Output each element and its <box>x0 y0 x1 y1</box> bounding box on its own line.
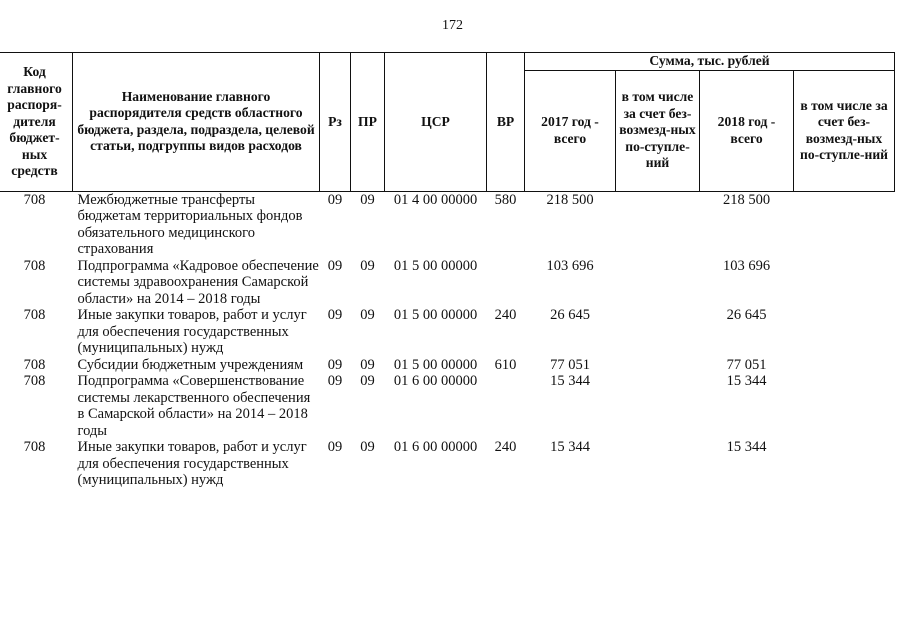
cell-name: Подпрограмма «Совершенствование системы лекарственного обеспечения в Самарской области» на 2014 – 2018 годы <box>77 373 311 439</box>
cell-rz: 09 <box>327 373 343 389</box>
cell-rz: 09 <box>327 356 343 373</box>
header-csr: ЦСР <box>385 53 487 192</box>
table-row <box>0 373 895 439</box>
cell-csr: 01 6 00 00000 <box>393 439 478 455</box>
cell-2017-bezvozmezdnye <box>616 373 700 439</box>
cell-2018-bezvozmezdnye <box>794 258 895 308</box>
cell-2018-total: 218 500 <box>722 191 771 208</box>
cell-2018-bezvozmezdnye <box>794 191 895 258</box>
cell-kod: 708 <box>23 307 46 323</box>
cell-2018-bezvozmezdnye <box>794 373 895 439</box>
cell-2017-total: 77 051 <box>550 356 590 373</box>
header-2017-bezvozmezdnye: в том числе за счет без-возмезд-ных по-ступле-ний <box>616 70 700 191</box>
cell-2018-total: 15 344 <box>726 439 767 455</box>
table-row <box>0 439 895 489</box>
table-row <box>0 258 895 308</box>
cell-vr: 240 <box>494 439 517 455</box>
cell-vr: 610 <box>494 356 517 373</box>
table-header <box>0 53 895 192</box>
cell-2018-total: 103 696 <box>722 257 771 274</box>
cell-rz: 09 <box>327 307 343 323</box>
header-2017-total: 2017 год - всего <box>525 70 616 191</box>
cell-csr: 01 5 00 00000 <box>393 356 478 373</box>
cell-2018-bezvozmezdnye <box>794 357 895 374</box>
cell-2018-bezvozmezdnye <box>794 439 895 489</box>
cell-2017-total: 15 344 <box>550 373 590 389</box>
cell-csr: 01 5 00 00000 <box>393 257 478 274</box>
cell-2017-total: 15 344 <box>550 439 590 455</box>
cell-csr: 01 5 00 00000 <box>393 307 478 323</box>
cell-kod: 708 <box>23 356 46 373</box>
header-kod: Код главного распоря-дителя бюджет-ных средств <box>0 53 73 192</box>
cell-rz: 09 <box>327 439 343 455</box>
cell-vr <box>487 373 525 439</box>
cell-name: Иные закупки товаров, работ и услуг для обеспечения государственных (муниципальных) нужд <box>77 307 307 356</box>
table-body <box>0 191 895 489</box>
header-vr: ВР <box>487 53 525 192</box>
cell-2017-total: 218 500 <box>546 191 594 208</box>
header-sum: Сумма, тыс. рублей <box>525 53 895 71</box>
cell-rz: 09 <box>327 257 343 274</box>
cell-pr: 09 <box>360 439 375 455</box>
cell-2017-bezvozmezdnye <box>616 357 700 374</box>
cell-rz: 09 <box>327 191 343 208</box>
cell-kod: 708 <box>23 257 46 274</box>
cell-kod: 708 <box>23 191 46 208</box>
cell-2018-total: 15 344 <box>726 373 767 389</box>
cell-name: Иные закупки товаров, работ и услуг для обеспечения государственных (муниципальных) нужд <box>77 439 307 488</box>
table-row <box>0 357 895 374</box>
cell-name: Субсидии бюджетным учреждениям <box>77 356 304 373</box>
cell-pr: 09 <box>360 373 375 389</box>
cell-pr: 09 <box>360 307 375 323</box>
cell-vr: 240 <box>494 307 517 323</box>
cell-2017-bezvozmezdnye <box>616 307 700 357</box>
cell-kod: 708 <box>23 373 46 389</box>
cell-2018-total: 26 645 <box>726 307 767 323</box>
cell-2018-bezvozmezdnye <box>794 307 895 357</box>
page-number: 172 <box>442 18 463 33</box>
header-name: Наименование главного распорядителя средств областного бюджета, раздела, подраздела, целевой статьи, подгруппы видов расходов <box>73 53 320 192</box>
cell-2017-total: 103 696 <box>546 257 594 274</box>
header-rz: Рз <box>320 53 351 192</box>
table-row <box>0 307 895 357</box>
cell-csr: 01 4 00 00000 <box>393 191 478 208</box>
header-2018-total: 2018 год - всего <box>700 70 794 191</box>
cell-2017-bezvozmezdnye <box>616 191 700 258</box>
table-row <box>0 191 895 258</box>
cell-pr: 09 <box>360 191 375 208</box>
header-2018-bezvozmezdnye: в том числе за счет без-возмезд-ных по-ступле-ний <box>794 70 895 191</box>
cell-vr: 580 <box>494 191 517 208</box>
cell-csr: 01 6 00 00000 <box>393 373 478 389</box>
budget-table <box>0 52 895 489</box>
cell-vr <box>487 258 525 308</box>
cell-2017-bezvozmezdnye <box>616 439 700 489</box>
cell-2017-total: 26 645 <box>550 307 590 323</box>
cell-name: Межбюджетные трансферты бюджетам территориальных фондов обязательного медицинского страхования <box>77 191 303 257</box>
cell-pr: 09 <box>360 356 375 373</box>
cell-2017-bezvozmezdnye <box>616 258 700 308</box>
cell-pr: 09 <box>360 257 375 274</box>
header-pr: ПР <box>351 53 385 192</box>
cell-kod: 708 <box>23 439 46 455</box>
cell-name: Подпрограмма «Кадровое обеспечение системы здравоохранения Самарской области» на 2014 – 2018 годы <box>77 257 319 307</box>
cell-2018-total: 77 051 <box>726 356 767 373</box>
